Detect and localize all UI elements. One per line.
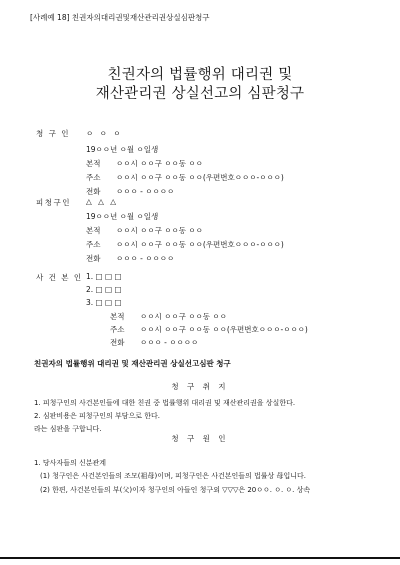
principal-item-2: 2. □ □ □ bbox=[86, 285, 122, 294]
principals-label: 사 건 본 인 bbox=[36, 273, 83, 282]
respondent-phone-label: 전화 bbox=[86, 254, 101, 263]
purpose-line-1: 1. 피청구인의 사건본인들에 대한 친권 중 법률행위 대리권 및 재산관리권을 상실한다. bbox=[34, 399, 296, 407]
respondent-domicile: ㅇㅇ시 ㅇㅇ구 ㅇㅇ동 ㅇㅇ bbox=[116, 226, 203, 235]
respondent-address: ㅇㅇ시 ㅇㅇ구 ㅇㅇ동 ㅇㅇ(우편번호ㅇㅇㅇ-ㅇㅇㅇ) bbox=[116, 240, 284, 249]
petitioner-phone: ㅇㅇㅇ - ㅇㅇㅇㅇ bbox=[116, 187, 175, 196]
purpose-line-2: 2. 심판비용은 피청구인의 부담으로 한다. bbox=[34, 412, 160, 420]
petitioner-phone-label: 전화 bbox=[86, 187, 101, 196]
cause-heading: 청 구 원 인 bbox=[171, 434, 229, 443]
principals-domicile: ㅇㅇ시 ㅇㅇ구 ㅇㅇ동 ㅇㅇ bbox=[140, 312, 227, 321]
document-title-line1: 친권자의 법률행위 대리권 및 bbox=[107, 67, 293, 83]
petitioner-address: ㅇㅇ시 ㅇㅇ구 ㅇㅇ동 ㅇㅇ(우편번호ㅇㅇㅇ-ㅇㅇㅇ) bbox=[116, 173, 284, 182]
respondent-label: 피청구인 bbox=[36, 198, 71, 207]
petitioner-address-label: 주소 bbox=[86, 173, 101, 182]
page-bottom-rule bbox=[0, 557, 400, 559]
principal-item-3: 3. □ □ □ bbox=[86, 298, 122, 307]
principals-address: ㅇㅇ시 ㅇㅇ구 ㅇㅇ동 ㅇㅇ(우편번호ㅇㅇㅇ-ㅇㅇㅇ) bbox=[140, 325, 308, 334]
cause-line-1: 1. 당사자들의 신분관계 bbox=[34, 459, 106, 467]
document-title-line2: 재산관리권 상실선고의 심판청구 bbox=[95, 86, 305, 102]
principal-item-1: 1. □ □ □ bbox=[86, 272, 122, 281]
purpose-heading: 청 구 취 지 bbox=[171, 382, 229, 391]
purpose-line-3: 라는 심판을 구합니다. bbox=[34, 425, 102, 433]
document-header: [사례예 18] 친권자의대리권및재산관리권상실심판청구 bbox=[30, 13, 210, 22]
petitioner-name: ㅇ ㅇ ㅇ bbox=[86, 129, 123, 138]
petitioner-label: 청 구 인 bbox=[36, 129, 71, 138]
respondent-domicile-label: 본적 bbox=[86, 226, 101, 235]
respondent-name: △ △ △ bbox=[86, 197, 119, 206]
principals-phone-label: 전화 bbox=[110, 338, 125, 347]
respondent-phone: ㅇㅇㅇ - ㅇㅇㅇㅇ bbox=[116, 254, 175, 263]
principals-domicile-label: 본적 bbox=[110, 312, 125, 321]
petitioner-birth: 19ㅇㅇ년 ㅇ월 ㅇ일생 bbox=[86, 145, 159, 154]
respondent-birth: 19ㅇㅇ년 ㅇ월 ㅇ일생 bbox=[86, 212, 159, 221]
principals-address-label: 주소 bbox=[110, 325, 125, 334]
case-name: 친권자의 법률행위 대리권 및 재산관리권 상실선고심판 청구 bbox=[34, 359, 231, 368]
petitioner-domicile-label: 본적 bbox=[86, 159, 101, 168]
principals-phone: ㅇㅇㅇ - ㅇㅇㅇㅇ bbox=[140, 338, 199, 347]
petitioner-domicile: ㅇㅇ시 ㅇㅇ구 ㅇㅇ동 ㅇㅇ bbox=[116, 159, 203, 168]
cause-line-2: (1) 청구인은 사건본인들의 조모(祖母)이며, 피청구인은 사건본인들의 법률상 母입니다. bbox=[40, 472, 307, 480]
respondent-address-label: 주소 bbox=[86, 240, 101, 249]
cause-line-3: (2) 한편, 사건본인들의 부(父)이자 청구인의 아들인 청구외 ▽▽▽은 20ㅇㅇ. ㅇ. ㅇ. 상속 bbox=[40, 486, 311, 494]
